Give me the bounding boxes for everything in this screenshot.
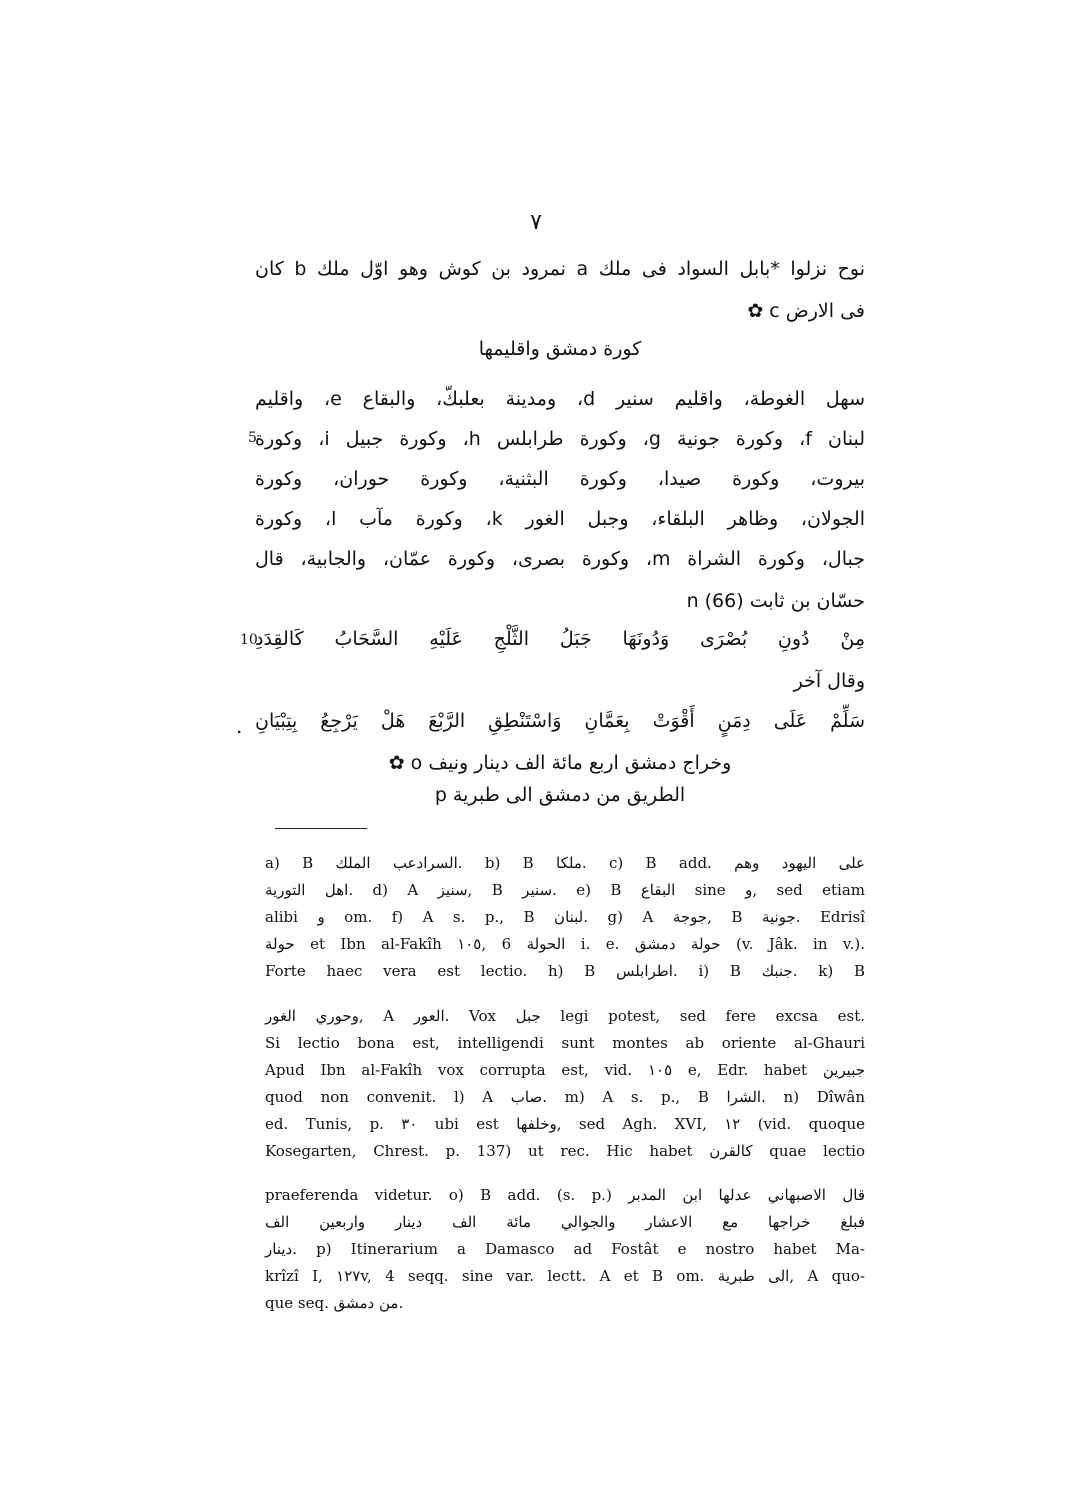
section-line: حسّان بن ثابت n (66) [686,590,865,612]
footnote-line: Si lectio bona est, intelligendi sunt montes ab oriente al-Ghauri [265,1034,865,1052]
footnote-line: krîzî I, ١٢٧v, 4 seqq. sine var. lectt. A et B om. الى طبرية, A quo- [265,1267,866,1285]
page-number: ٧ [530,210,542,235]
line-number-margin: 5 [248,430,257,446]
footnote-line: Apud Ibn al-Fakîh vox corrupta est, vid. ١٠٥ e, Edr. habet جبيرين [265,1061,866,1079]
verse-end-mark: . [236,714,243,738]
footnote-line: Forte haec vera est lectio. h) B اطرابلس. i) B جنبك. k) B [265,962,865,980]
main-line: فى الارض c ✿ [747,300,865,322]
footnote-line: que seq. من دمشق. [265,1294,404,1312]
section-line: بيروت، وكورة صيدا، وكورة البثنية، وكورة حوران، وكورة [255,468,865,490]
section-line: الجولان، وظاهر البلقاء، وجبل الغور k، وكورة مآب l، وكورة [255,508,865,530]
footnote-line: Kosegarten, Chrest. p. 137) ut rec. Hic habet كالقرن quae lectio [265,1142,865,1160]
footnote-line: وحوري الغور, A العور. Vox جبل legi potest, sed fere excsa est. [265,1007,866,1025]
main-line: نوح نزلوا *بابل السواد فى ملك a نمرود بن كوش وهو اوّل ملك b كان [255,258,865,280]
footnote-line: حولة et Ibn al-Fakîh ١٠٥, 6 الحولة i. e. حولة دمشق (v. Jâk. in v.). [265,935,866,953]
section-line: لبنان f، وكورة جونية g، وكورة طرابلس h، وكورة جبيل i، وكورة [255,428,865,450]
line-number: 10 [240,632,258,648]
verse-line: سَلِّمْ عَلَى دِمَنٍ أَقْوَتْ بِعَمَّانِ وَاسْتَنْطِقِ الرَّبْعَ هَلْ يَرْجِعُ بِتِبْيَانِ [255,710,865,732]
footnote-rule [275,828,367,829]
footnote-line: praeferenda videtur. o) B add. (s. p.) قال الاصبهاني عدلها ابن المدبر [265,1186,866,1204]
verse-line: مِنْ دُونِ بُصْرَى وَدُونَهَا جَبَلُ الثَّلْجِ عَلَيْهِ السَّحَابُ كَالقِدَدِ [255,628,865,650]
footnote-line: اهل التورية. d) A سنيز, B سنير. e) B البقاع sine و, sed etiam [265,881,866,899]
section-line: جبال، وكورة الشراة m، وكورة بصرى، وكورة عمّان، والجابية، قال [255,548,865,570]
tax-line: وخراج دمشق اربع مائة الف دينار ونيف o ✿ [388,752,732,774]
route-heading: الطريق من دمشق الى طبرية p [434,784,686,806]
footnote-line: ed. Tunis, p. ٣٠ ubi est وخلفها, sed Agh. XVI, ١٢ (vid. quoque [265,1115,865,1133]
footnote-line: a) B السرادعب الملك. b) B ملكا. c) B add. على اليهود وهم [265,854,865,872]
section-line: سهل الغوطة، واقليم سنير d، ومدينة بعلبكّ، والبقاع e، واقليم [255,388,865,410]
footnote-line: دينار. p) Itinerarium a Damasco ad Fostât e nostro habet Ma- [265,1240,865,1258]
footnote-line: quod non convenit. l) A صاب. m) A s. p., B الشرا. n) Dîwân [265,1088,865,1106]
footnote-line: alibi و om. f) A s. p., B لبنان. g) A جوجة, B جونية. Edrisî [265,908,865,926]
verse-intro: وقال آخر [793,670,865,692]
section-heading: كورة دمشق واقليمها [478,338,642,360]
footnote-line: فبلغ خراجها مع الاعشار والجوالي مائة الف دينار واربعين الف [265,1213,865,1231]
